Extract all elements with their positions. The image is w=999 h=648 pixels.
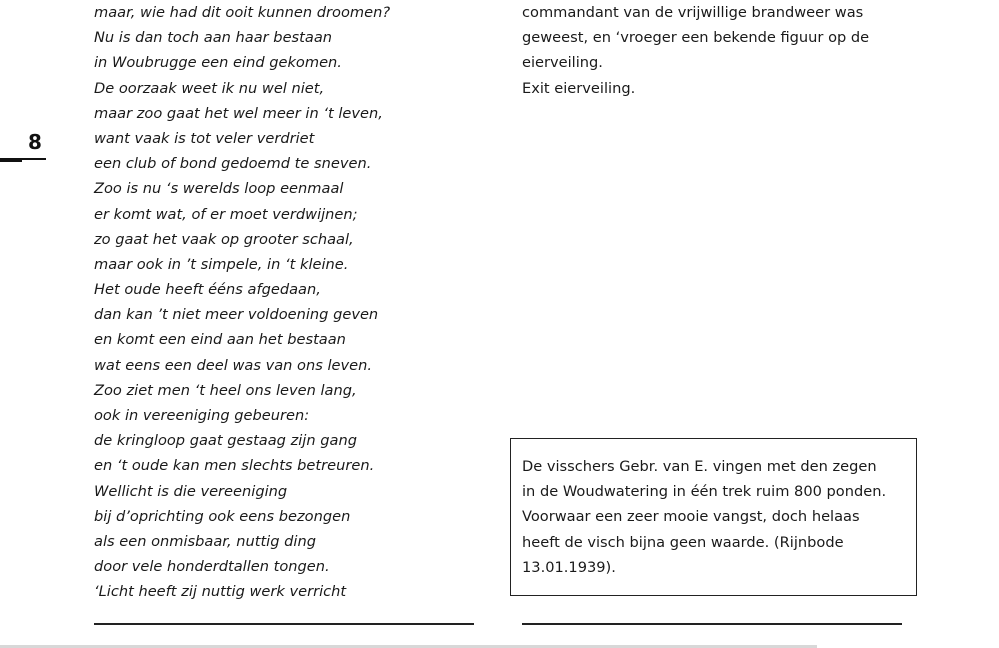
poem-line: een club of bond gedoemd te sneven. xyxy=(94,155,372,173)
poem-line: als een onmisbaar, nuttig ding xyxy=(94,532,316,550)
article-line: geweest, en ‘vroeger een bekende figuur op de xyxy=(522,29,870,47)
news-box-line: in de Woudwatering in één trek ruim 800 ponden. xyxy=(522,483,887,501)
poem-line: Zoo ziet men ‘t heel ons leven lang, xyxy=(94,381,357,399)
page-number: 8 xyxy=(28,130,42,154)
poem-line: de kringloop gaat gestaag zijn gang xyxy=(94,432,357,450)
poem-line: en komt een eind aan het bestaan xyxy=(94,331,346,349)
poem-line: zo gaat het vaak op grooter schaal, xyxy=(94,230,354,248)
poem-line: De oorzaak weet ik nu wel niet, xyxy=(94,79,325,97)
poem-line: en ‘t oude kan men slechts betreuren. xyxy=(94,457,375,475)
article-text xyxy=(522,0,869,101)
poem-line: dan kan ’t niet meer voldoening geven xyxy=(94,306,379,324)
poem-line: maar ook in ’t simpele, in ‘t kleine. xyxy=(94,255,349,273)
poem-line: Wellicht is die vereeniging xyxy=(94,482,288,500)
right-column-divider xyxy=(522,623,902,625)
poem xyxy=(94,0,390,605)
news-box-line: Voorwaar een zeer mooie vangst, doch helaas xyxy=(522,508,860,526)
news-box-line: heeft de visch bijna geen waarde. (Rijnbode xyxy=(522,533,844,551)
poem-line: want vaak is tot veler verdriet xyxy=(94,129,315,147)
news-box-line: De visschers Gebr. van E. vingen met den zegen xyxy=(522,458,877,475)
poem-line: ‘Licht heeft zij nuttig werk verricht xyxy=(94,583,347,601)
article-line: eierveiling. xyxy=(522,54,603,72)
poem-line: door vele honderdtallen tongen. xyxy=(94,558,330,576)
news-box-line: 13.01.1939). xyxy=(522,558,616,576)
article-line: Exit eierveiling. xyxy=(522,79,636,97)
poem-line: Zoo is nu ‘s werelds loop eenmaal xyxy=(94,180,344,198)
news-box-text xyxy=(522,454,886,580)
news-box xyxy=(510,438,917,596)
poem-line: er komt wat, of er moet verdwijnen; xyxy=(94,205,358,223)
poem-line: maar, wie had dit ooit kunnen droomen? xyxy=(94,4,391,21)
poem-line: maar zoo gaat het wel meer in ‘t leven, xyxy=(94,104,383,122)
left-column-divider xyxy=(94,623,474,625)
poem-line: in Woubrugge een eind gekomen. xyxy=(94,54,342,72)
poem-line: wat eens een deel was van ons leven. xyxy=(94,356,372,374)
poem-line: Het oude heeft ééns afgedaan, xyxy=(94,281,321,299)
poem-line: bij d’oprichting ook eens bezongen xyxy=(94,507,351,525)
article-line: commandant van de vrijwillige brandweer was xyxy=(522,4,864,21)
poem-line: ook in vereeniging gebeuren: xyxy=(94,407,310,424)
poem-line: Nu is dan toch aan haar bestaan xyxy=(94,29,333,47)
page-marker-bar xyxy=(0,158,22,162)
